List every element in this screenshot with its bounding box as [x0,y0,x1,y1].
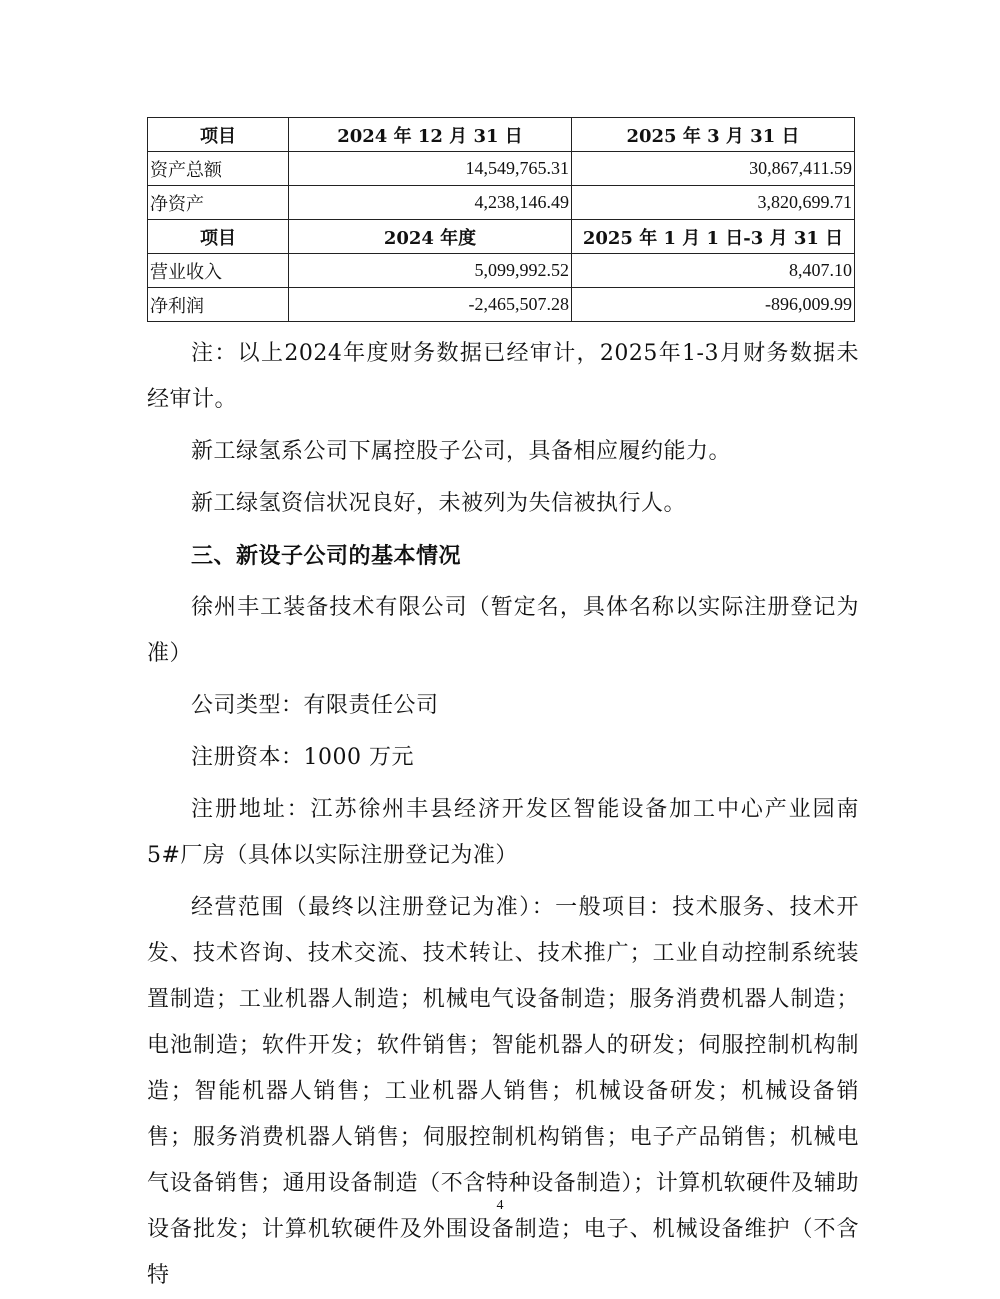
row-label: 营业收入 [148,254,289,288]
table-header-row [148,118,855,152]
table-row [148,288,855,322]
table-cell: 8,407.10 [572,254,855,288]
paragraph: 注册地址：江苏徐州丰县经济开发区智能设备加工中心产业园南 5#厂房（具体以实际注册登记为准） [147,797,859,868]
paragraph: 公司类型：有限责任公司 [191,693,439,718]
header-cell: 项目 [148,220,289,254]
header-cell: 项目 [148,118,289,152]
financial-table [147,117,855,322]
section-heading: 三、新设子公司的基本情况 [191,543,462,569]
table-cell: 30,867,411.59 [572,152,855,186]
table-row [148,186,855,220]
header-cell: 2025 年 3 月 31 日 [572,118,855,152]
row-label: 资产总额 [148,152,289,186]
table-row [148,254,855,288]
header-cell: 2024 年 12 月 31 日 [289,118,572,152]
page-number: 4 [496,1198,504,1213]
paragraph: 经营范围（最终以注册登记为准）：一般项目：技术服务、技术开发、技术咨询、技术交流、技术转让、技术推广；工业自动控制系统装置制造；工业机器人制造；机械电气设备制造；服务消费机器人制造；电池制造；软件开发；软件销售；智能机器人的研发；伺服控制机构制造；智能机器人销售；工业机器人销售；机械设备研发；机械设备销售；服务消费机器人销售；伺服控制机构销售；电子产品销售；机械电气设备销售；通用设备制造（不含特种设备制造）；计算机软硬件及辅助设备批发；计算机软硬件及外围设备制造；电子、机械设备维护（不含特 [147,895,859,1288]
header-cell: 2025 年 1 月 1 日-3 月 31 日 [572,220,855,254]
paragraph: 徐州丰工装备技术有限公司（暂定名，具体名称以实际注册登记为准） [147,595,859,666]
table-cell: 3,820,699.71 [572,186,855,220]
table-row [148,152,855,186]
table-cell: -2,465,507.28 [289,288,572,322]
paragraph: 新工绿氢系公司下属控股子公司，具备相应履约能力。 [191,439,732,464]
table-cell: -896,009.99 [572,288,855,322]
row-label: 净资产 [148,186,289,220]
note-paragraph: 注：以上2024年度财务数据已经审计，2025年1-3月财务数据未经审计。 [147,341,859,412]
table-cell: 14,549,765.31 [289,152,572,186]
table-cell: 4,238,146.49 [289,186,572,220]
paragraph: 注册资本：1000 万元 [191,745,414,770]
table-header-row [148,220,855,254]
header-cell: 2024 年度 [289,220,572,254]
body-text [147,331,859,1299]
paragraph: 新工绿氢资信状况良好，未被列为失信被执行人。 [191,491,687,516]
table-cell: 5,099,992.52 [289,254,572,288]
row-label: 净利润 [148,288,289,322]
